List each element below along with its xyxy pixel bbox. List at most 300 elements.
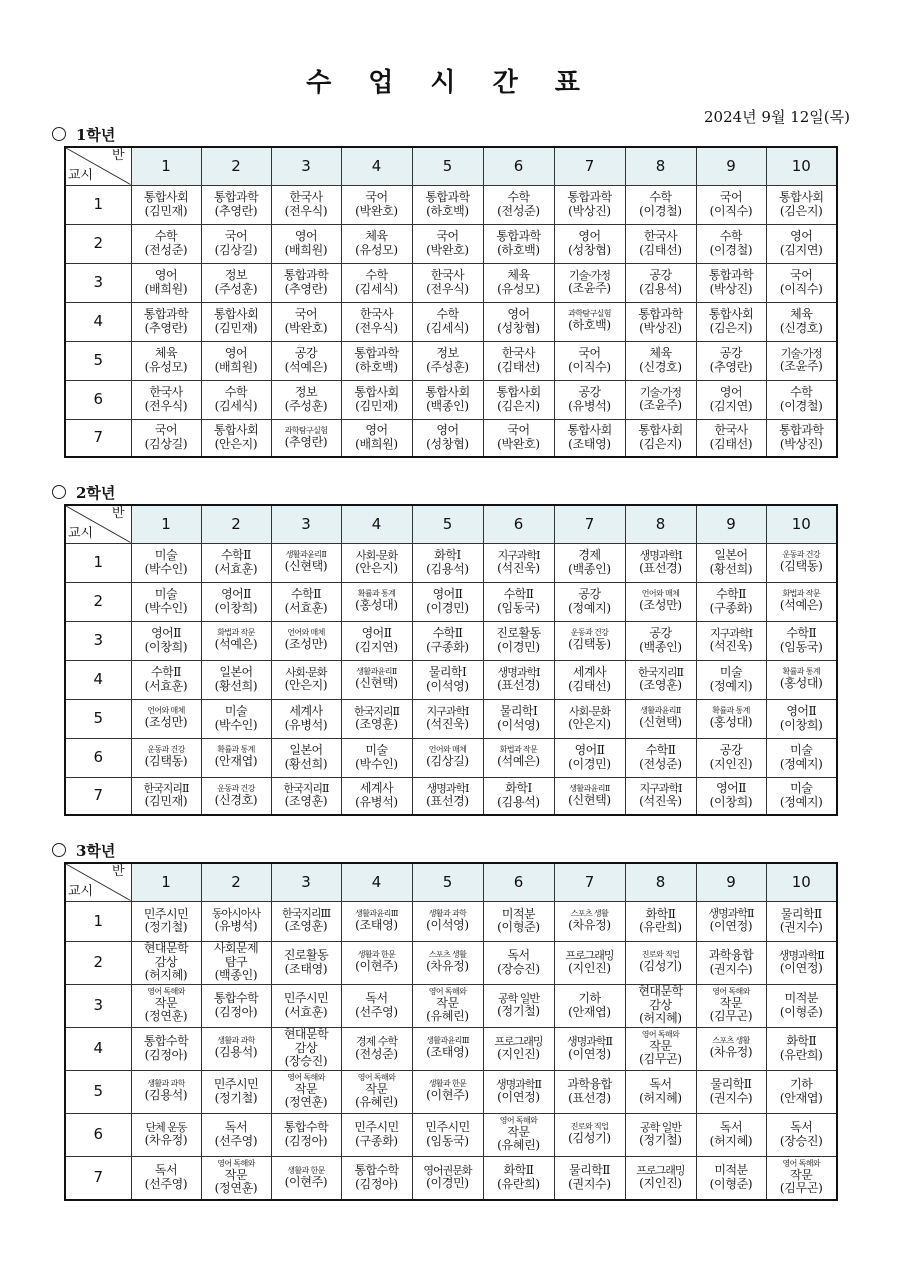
teacher-name: (권지수) bbox=[779, 920, 823, 934]
subject-name: 국어 bbox=[719, 190, 743, 205]
class-slot-cell bbox=[341, 901, 412, 941]
class-slot-cell bbox=[271, 621, 341, 660]
class-header-cell: 9 bbox=[696, 147, 766, 185]
class-slot-cell bbox=[483, 941, 554, 984]
subject-name: 생활과윤리Ⅲ bbox=[426, 1036, 469, 1046]
class-slot-cell bbox=[412, 1070, 483, 1113]
subject-name: 프로그래밍 bbox=[494, 1034, 543, 1048]
teacher-name: (선주영) bbox=[144, 1176, 188, 1191]
class-slot-cell bbox=[554, 984, 625, 1027]
subject-name: 생활과윤리Ⅱ bbox=[285, 550, 327, 560]
period-number-cell: 6 bbox=[65, 1113, 131, 1156]
teacher-name: (김은지) bbox=[779, 203, 823, 218]
class-slot-cell bbox=[412, 1113, 483, 1156]
teacher-name: (이창희) bbox=[709, 794, 753, 809]
period-number-cell: 2 bbox=[65, 941, 131, 984]
period-row bbox=[65, 984, 837, 1027]
subject-name: 한국지리Ⅲ bbox=[281, 907, 331, 921]
class-slot-cell bbox=[766, 777, 837, 815]
subject-name: 생명과학Ⅱ bbox=[567, 1034, 612, 1048]
subject-name: 감상 bbox=[649, 997, 672, 1012]
class-slot-cell bbox=[696, 1070, 766, 1113]
subject-name: 세계사 bbox=[289, 704, 323, 719]
teacher-name: (김택동) bbox=[568, 637, 611, 652]
class-slot-cell bbox=[412, 302, 483, 341]
teacher-name: (유병석) bbox=[568, 398, 611, 413]
class-slot-cell bbox=[271, 543, 341, 582]
teacher-name: (석진욱) bbox=[426, 716, 469, 731]
corner-cell bbox=[65, 863, 131, 901]
class-header-cell: 7 bbox=[554, 863, 625, 901]
class-slot-cell bbox=[201, 185, 271, 224]
teacher-name: (신경호) bbox=[214, 792, 258, 807]
subject-name: 언어와 매체 bbox=[147, 706, 185, 716]
subject-name: 미술 bbox=[365, 743, 388, 758]
subject-name: 수학Ⅱ bbox=[786, 626, 817, 641]
class-slot-cell bbox=[766, 621, 837, 660]
period-row bbox=[65, 777, 837, 815]
class-slot-cell bbox=[625, 901, 696, 941]
teacher-name: (구종화) bbox=[355, 1133, 398, 1148]
subject-name: 운동과 건강 bbox=[782, 550, 821, 560]
subject-name: 통합과학 bbox=[425, 190, 470, 205]
subject-name: 스포츠 생활 bbox=[570, 908, 609, 918]
class-slot-cell bbox=[766, 984, 837, 1027]
class-slot-cell bbox=[201, 1070, 271, 1113]
teacher-name: (김정아) bbox=[214, 1004, 258, 1019]
teacher-name: (지인진) bbox=[497, 1046, 540, 1061]
teacher-name: (박상진) bbox=[779, 436, 823, 451]
class-slot-cell bbox=[341, 1156, 412, 1200]
teacher-name: (신경호) bbox=[779, 320, 823, 335]
period-number-cell: 3 bbox=[65, 263, 131, 302]
class-slot-cell bbox=[271, 419, 341, 457]
teacher-name: (황선희) bbox=[709, 561, 753, 576]
teacher-name: (지인진) bbox=[639, 1176, 682, 1191]
teacher-name: (박완호) bbox=[284, 320, 328, 335]
teacher-name: (박수인) bbox=[144, 561, 188, 576]
class-slot-cell bbox=[271, 1027, 341, 1070]
class-slot-cell bbox=[341, 738, 412, 777]
period-number-cell: 7 bbox=[65, 419, 131, 457]
subject-name: 독서 bbox=[719, 1120, 743, 1135]
class-slot-cell bbox=[271, 660, 341, 699]
teacher-name: (신현택) bbox=[284, 559, 328, 574]
teacher-name: (박상진) bbox=[709, 281, 753, 296]
subject-name: 한국사 bbox=[501, 346, 536, 361]
subject-name: 기술·가정 bbox=[780, 346, 822, 360]
subject-name: 물리학Ⅰ bbox=[428, 665, 467, 680]
subject-name: 영어 bbox=[224, 346, 248, 361]
subject-name: 통합사회 bbox=[143, 190, 189, 205]
class-slot-cell bbox=[625, 380, 696, 419]
period-number-cell: 6 bbox=[65, 380, 131, 419]
subject-name: 언어와 매체 bbox=[287, 628, 325, 638]
class-header-cell: 9 bbox=[696, 863, 766, 901]
teacher-name: (김정아) bbox=[284, 1133, 328, 1148]
subject-name: 국어 bbox=[790, 268, 813, 283]
teacher-name: (조성만) bbox=[639, 598, 682, 613]
period-row bbox=[65, 341, 837, 380]
subject-name: 미적분 bbox=[501, 906, 536, 921]
teacher-name: (임동국) bbox=[779, 639, 823, 654]
teacher-name: (석예은) bbox=[779, 598, 823, 613]
class-slot-cell bbox=[412, 621, 483, 660]
class-slot-cell bbox=[625, 984, 696, 1027]
teacher-name: (차유정) bbox=[144, 1132, 188, 1147]
subject-name: 진로와 직업 bbox=[641, 950, 680, 960]
teacher-name: (백종인) bbox=[426, 398, 469, 413]
section-label: 2학년 bbox=[76, 484, 116, 502]
subject-name: 물리학Ⅱ bbox=[780, 906, 822, 921]
class-axis-label: 반 bbox=[111, 148, 125, 163]
subject-name: 영어 독해와 bbox=[287, 1072, 325, 1082]
teacher-name: (이형준) bbox=[497, 920, 540, 934]
subject-name: 영어 bbox=[154, 268, 178, 283]
subject-name: 영어 bbox=[719, 385, 743, 400]
teacher-name: (이경민) bbox=[426, 600, 469, 615]
section-label: 3학년 bbox=[76, 842, 116, 860]
class-slot-cell bbox=[554, 777, 625, 815]
subject-name: 화법과 작문 bbox=[782, 589, 821, 599]
teacher-name: (장승진) bbox=[284, 1054, 328, 1069]
class-slot-cell bbox=[625, 1070, 696, 1113]
subject-name: 미술 bbox=[154, 548, 178, 563]
subject-name: 영어 bbox=[507, 307, 530, 322]
teacher-name: (김용석) bbox=[214, 1045, 258, 1060]
class-slot-cell bbox=[271, 738, 341, 777]
teacher-name: (차유정) bbox=[426, 959, 469, 974]
class-slot-cell bbox=[131, 1070, 201, 1113]
class-slot-cell bbox=[483, 984, 554, 1027]
subject-name: 영어 bbox=[365, 423, 388, 438]
subject-name: 민주시민 bbox=[425, 1120, 470, 1135]
class-slot-cell bbox=[341, 582, 412, 621]
class-slot-cell bbox=[271, 901, 341, 941]
class-slot-cell bbox=[412, 941, 483, 984]
subject-name: 공학 일반 bbox=[639, 1120, 681, 1134]
teacher-name: (이창희) bbox=[779, 717, 823, 732]
teacher-name: (전우식) bbox=[284, 203, 328, 218]
subject-name: 수학Ⅱ bbox=[645, 743, 676, 758]
subject-name: 수학 bbox=[365, 268, 388, 283]
teacher-name: (유혜린) bbox=[426, 1008, 469, 1023]
subject-name: 영어 독해와 bbox=[641, 1029, 680, 1039]
class-slot-cell bbox=[131, 543, 201, 582]
class-slot-cell bbox=[696, 660, 766, 699]
class-header-cell: 3 bbox=[271, 147, 341, 185]
subject-name: 화학Ⅰ bbox=[505, 781, 532, 796]
teacher-name: (전우식) bbox=[355, 320, 398, 335]
class-slot-cell bbox=[341, 185, 412, 224]
subject-name: 민주시민 bbox=[283, 991, 329, 1006]
subject-name: 작문 bbox=[649, 1038, 672, 1053]
period-number-cell: 4 bbox=[65, 1027, 131, 1070]
period-row bbox=[65, 738, 837, 777]
teacher-name: (안재엽) bbox=[779, 1090, 823, 1105]
subject-name: 국어 bbox=[436, 229, 459, 244]
subject-name: 영어Ⅱ bbox=[361, 626, 392, 641]
subject-name: 공강 bbox=[649, 268, 672, 283]
subject-name: 국어 bbox=[224, 229, 248, 244]
class-header-cell: 6 bbox=[483, 863, 554, 901]
period-row bbox=[65, 1156, 837, 1200]
class-slot-cell bbox=[625, 941, 696, 984]
subject-name: 생활과 한문 bbox=[428, 1079, 467, 1089]
section-heading-grade-1 bbox=[52, 124, 115, 145]
subject-name: 영어Ⅱ bbox=[221, 587, 251, 602]
subject-name: 생명과학Ⅰ bbox=[639, 548, 682, 562]
class-slot-cell bbox=[131, 1113, 201, 1156]
class-slot-cell bbox=[341, 341, 412, 380]
subject-name: 수학 bbox=[154, 229, 178, 244]
class-slot-cell bbox=[625, 582, 696, 621]
teacher-name: (차유정) bbox=[709, 1045, 753, 1060]
subject-name: 생활과 한문 bbox=[357, 950, 396, 960]
subject-name: 통합과학 bbox=[496, 229, 541, 244]
teacher-name: (이창희) bbox=[214, 600, 258, 615]
teacher-name: (홍성대) bbox=[779, 676, 823, 691]
subject-name: 통합사회 bbox=[213, 423, 259, 438]
class-slot-cell bbox=[625, 660, 696, 699]
subject-name: 화학Ⅰ bbox=[434, 548, 461, 563]
subject-name: 작문 bbox=[790, 1167, 813, 1182]
teacher-name: (김태선) bbox=[497, 359, 540, 374]
class-slot-cell bbox=[625, 224, 696, 263]
subject-name: 생활과 과학 bbox=[147, 1079, 185, 1089]
teacher-name: (백종인) bbox=[639, 639, 682, 654]
subject-name: 동아시아사 bbox=[211, 907, 261, 921]
class-slot-cell bbox=[554, 621, 625, 660]
subject-name: 영어 bbox=[436, 423, 459, 438]
class-slot-cell bbox=[412, 699, 483, 738]
teacher-name: (안재엽) bbox=[568, 1004, 611, 1019]
teacher-name: (권지수) bbox=[709, 1090, 753, 1105]
subject-name: 국어 bbox=[507, 423, 530, 438]
subject-name: 미적분 bbox=[784, 991, 818, 1006]
period-number-cell: 5 bbox=[65, 699, 131, 738]
page-title: 수 업 시 간 표 bbox=[306, 68, 594, 98]
teacher-name: (신현택) bbox=[568, 792, 611, 807]
subject-name: 영어 bbox=[578, 229, 601, 244]
teacher-name: (이경민) bbox=[497, 639, 540, 654]
subject-name: 프로그래밍 bbox=[636, 1163, 685, 1177]
subject-name: 한국사 bbox=[359, 307, 394, 322]
subject-name: 수학Ⅱ bbox=[716, 587, 746, 602]
teacher-name: (이현주) bbox=[284, 1174, 328, 1189]
teacher-name: (김세식) bbox=[355, 281, 398, 296]
class-header-cell: 1 bbox=[131, 505, 201, 543]
teacher-name: (박완호) bbox=[426, 242, 469, 257]
class-slot-cell bbox=[271, 941, 341, 984]
class-header-cell: 3 bbox=[271, 863, 341, 901]
class-header-cell: 4 bbox=[341, 147, 412, 185]
subject-name: 화법과 작문 bbox=[217, 628, 255, 638]
class-axis-label: 반 bbox=[111, 864, 125, 879]
class-slot-cell bbox=[412, 660, 483, 699]
period-row bbox=[65, 380, 837, 419]
subject-name: 수학Ⅱ bbox=[221, 548, 251, 563]
class-slot-cell bbox=[201, 543, 271, 582]
teacher-name: (이연정) bbox=[568, 1046, 611, 1061]
teacher-name: (김지연) bbox=[355, 639, 398, 654]
teacher-name: (김민재) bbox=[355, 398, 398, 413]
subject-name: 영어Ⅱ bbox=[574, 743, 605, 758]
teacher-name: (김정아) bbox=[144, 1047, 188, 1062]
teacher-name: (허지혜) bbox=[709, 1133, 753, 1148]
teacher-name: (성창협) bbox=[497, 320, 540, 335]
subject-name: 정보 bbox=[224, 268, 248, 283]
teacher-name: (지인진) bbox=[709, 756, 753, 771]
teacher-name: (홍성대) bbox=[355, 598, 398, 613]
class-slot-cell bbox=[341, 1027, 412, 1070]
subject-name: 기술·가정 bbox=[568, 268, 610, 282]
class-slot-cell bbox=[483, 224, 554, 263]
circle-bullet-icon bbox=[52, 843, 66, 857]
teacher-name: (이창희) bbox=[144, 639, 188, 654]
subject-name: 통합수학 bbox=[283, 1120, 329, 1135]
class-header-cell: 10 bbox=[766, 147, 837, 185]
teacher-name: (선주영) bbox=[214, 1133, 258, 1148]
subject-name: 기하 bbox=[578, 991, 601, 1006]
teacher-name: (유성모) bbox=[355, 242, 398, 257]
class-slot-cell bbox=[625, 1156, 696, 1200]
class-slot-cell bbox=[201, 984, 271, 1027]
subject-name: 독서 bbox=[507, 948, 530, 963]
teacher-name: (석진욱) bbox=[709, 638, 753, 653]
teacher-name: (배희원) bbox=[214, 359, 258, 374]
subject-name: 지구과학Ⅰ bbox=[639, 781, 682, 795]
class-header-cell: 3 bbox=[271, 505, 341, 543]
class-slot-cell bbox=[554, 1156, 625, 1200]
teacher-name: (이현주) bbox=[426, 1088, 469, 1103]
subject-name: 통합사회 bbox=[638, 423, 683, 438]
class-slot-cell bbox=[341, 380, 412, 419]
teacher-name: (유병석) bbox=[355, 794, 398, 809]
class-axis-label: 반 bbox=[111, 506, 125, 521]
subject-name: 진로활동 bbox=[283, 948, 329, 963]
teacher-name: (김세식) bbox=[426, 320, 469, 335]
class-slot-cell bbox=[131, 777, 201, 815]
class-slot-cell bbox=[201, 1156, 271, 1200]
class-slot-cell bbox=[271, 185, 341, 224]
teacher-name: (유병석) bbox=[284, 717, 328, 732]
subject-name: 통합수학 bbox=[143, 1034, 189, 1049]
teacher-name: (김상길) bbox=[426, 754, 469, 769]
class-slot-cell bbox=[271, 341, 341, 380]
class-header-cell: 1 bbox=[131, 863, 201, 901]
subject-name: 생활과윤리Ⅲ bbox=[355, 908, 398, 918]
class-slot-cell bbox=[483, 1113, 554, 1156]
class-slot-cell bbox=[483, 302, 554, 341]
class-slot-cell bbox=[554, 1070, 625, 1113]
circle-bullet-icon bbox=[52, 127, 66, 141]
subject-name: 언어와 매체 bbox=[641, 589, 680, 599]
class-slot-cell bbox=[341, 1070, 412, 1113]
class-slot-cell bbox=[696, 901, 766, 941]
period-row bbox=[65, 419, 837, 457]
subject-name: 확률과 통계 bbox=[712, 706, 750, 716]
teacher-name: (이형준) bbox=[709, 1176, 753, 1191]
class-slot-cell bbox=[766, 941, 837, 984]
class-slot-cell bbox=[131, 738, 201, 777]
class-slot-cell bbox=[201, 380, 271, 419]
class-header-cell: 7 bbox=[554, 147, 625, 185]
subject-name: 탐구 bbox=[224, 954, 248, 969]
period-row bbox=[65, 543, 837, 582]
class-slot-cell bbox=[271, 777, 341, 815]
teacher-name: (신경호) bbox=[639, 359, 682, 374]
teacher-name: (박수인) bbox=[144, 600, 188, 615]
class-header-cell: 4 bbox=[341, 505, 412, 543]
teacher-name: (김은지) bbox=[639, 436, 682, 451]
class-slot-cell bbox=[766, 380, 837, 419]
class-slot-cell bbox=[201, 901, 271, 941]
class-slot-cell bbox=[554, 941, 625, 984]
subject-name: 운동과 건강 bbox=[570, 628, 609, 638]
subject-name: 수학Ⅱ bbox=[432, 626, 463, 641]
class-slot-cell bbox=[483, 621, 554, 660]
teacher-name: (서효훈) bbox=[144, 678, 188, 693]
class-slot-cell bbox=[271, 224, 341, 263]
subject-name: 공강 bbox=[578, 385, 601, 400]
teacher-name: (허지혜) bbox=[639, 1011, 682, 1026]
teacher-name: (이직수) bbox=[568, 359, 611, 374]
subject-name: 민주시민 bbox=[213, 1077, 259, 1092]
subject-name: 현대문학 bbox=[638, 984, 683, 999]
subject-name: 단체 운동 bbox=[145, 1120, 187, 1134]
class-slot-cell bbox=[341, 419, 412, 457]
teacher-name: (김세식) bbox=[214, 398, 258, 413]
class-slot-cell bbox=[483, 660, 554, 699]
class-slot-cell bbox=[483, 380, 554, 419]
teacher-name: (성창협) bbox=[426, 436, 469, 451]
class-slot-cell bbox=[625, 777, 696, 815]
subject-name: 진로와 직업 bbox=[570, 1122, 609, 1132]
class-slot-cell bbox=[131, 224, 201, 263]
teacher-name: (하호백) bbox=[355, 359, 398, 374]
teacher-name: (김용석) bbox=[639, 281, 682, 296]
subject-name: 작문 bbox=[365, 1081, 388, 1096]
subject-name: 민주시민 bbox=[143, 906, 189, 921]
class-slot-cell bbox=[766, 901, 837, 941]
teacher-name: (황선희) bbox=[214, 678, 258, 693]
teacher-name: (표선경) bbox=[497, 677, 540, 692]
subject-name: 확률과 통계 bbox=[357, 589, 396, 599]
subject-name: 통합과학 bbox=[213, 190, 259, 205]
subject-name: 일본어 bbox=[219, 665, 253, 680]
teacher-name: (박수인) bbox=[355, 756, 398, 771]
subject-name: 독서 bbox=[154, 1163, 178, 1178]
class-slot-cell bbox=[766, 263, 837, 302]
subject-name: 생명과학Ⅱ bbox=[708, 907, 754, 921]
teacher-name: (장승진) bbox=[779, 1133, 823, 1148]
period-row bbox=[65, 621, 837, 660]
class-slot-cell bbox=[201, 621, 271, 660]
class-slot-cell bbox=[766, 419, 837, 457]
teacher-name: (이연정) bbox=[779, 960, 823, 975]
class-slot-cell bbox=[412, 984, 483, 1027]
timetable-grade-1 bbox=[64, 146, 838, 458]
class-slot-cell bbox=[271, 1113, 341, 1156]
subject-name: 체육 bbox=[790, 307, 813, 322]
teacher-name: (이경철) bbox=[709, 242, 753, 257]
teacher-name: (장승진) bbox=[497, 961, 540, 976]
subject-name: 작문 bbox=[224, 1167, 248, 1182]
subject-name: 작문 bbox=[436, 995, 459, 1010]
teacher-name: (추영란) bbox=[709, 359, 753, 374]
timetable-grade-2 bbox=[64, 504, 838, 816]
